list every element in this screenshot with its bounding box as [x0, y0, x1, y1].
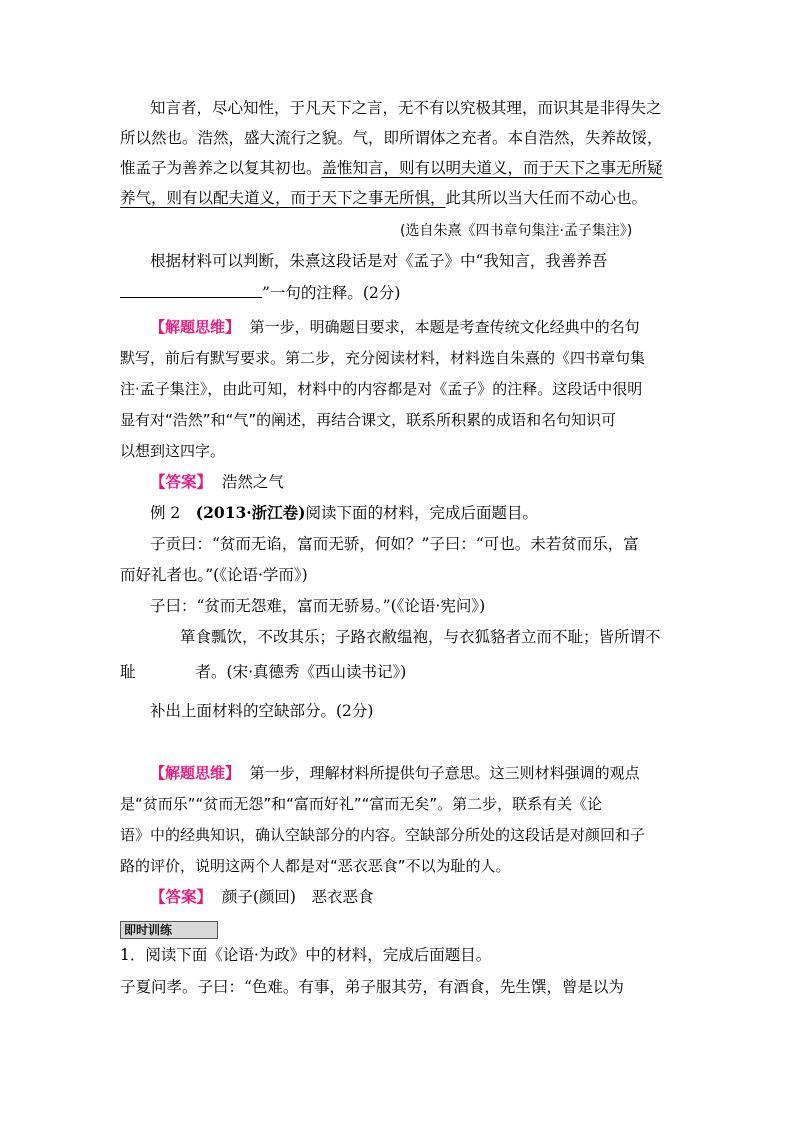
example-2-line-4: 箪食瓢饮，不改其乐；子路衣敝缊袍，与衣狐貉者立而不耻；皆所谓不	[180, 628, 661, 646]
think-2-line-1	[150, 762, 640, 784]
think-1-text-1: 第一步，明确题目要求，本题是考查传统文化经典中的名句	[249, 318, 640, 336]
passage-line-3	[120, 157, 663, 179]
passage-line-3-a: 惟孟子为善养之以复其初也。	[120, 159, 322, 177]
example-2-line-5	[120, 661, 406, 683]
think-1-tag: 【解题思维】	[150, 318, 241, 336]
think-1-line-4: 显有对“浩然”和“气”的阐述，再结合课文，联系所积累的成语和名句知识可	[120, 411, 617, 429]
example-2-line-3: 子曰：“贫而无怨难，富而无骄易。”(《论语·宪问》)	[150, 597, 486, 615]
drill-line-1: 子夏问孝。子曰：“色难。有事，弟子服其劳，有酒食，先生馔，曾是以为	[120, 978, 624, 996]
passage-line-4	[120, 187, 647, 209]
think-1-line-2: 默写，前后有默写要求。第二步，充分阅读材料，材料选自朱熹的《四书章句集	[120, 349, 646, 367]
question-1-line-2	[120, 282, 400, 304]
think-2-tag: 【解题思维】	[150, 764, 241, 782]
passage-line-4-b: 此其所以当大任而不动心也。	[445, 189, 648, 207]
answer-2	[150, 886, 373, 908]
drill-question-1: 1．阅读下面《论语·为政》中的材料，完成后面题目。	[120, 946, 492, 964]
passage-line-2: 所以然也。浩然，盛大流行之貌。气，即所谓体之充者。本自浩然，失养故馁，	[120, 129, 663, 147]
answer-2-text: 颜子(颜回) 恶衣恶食	[221, 888, 374, 906]
example-2-heading	[150, 502, 538, 524]
answer-blank	[120, 283, 262, 298]
think-2-text-1: 第一步，理解材料所提供句子意思。这三则材料强调的观点	[249, 764, 640, 782]
think-2-line-2: 是“贫而乐”“贫而无怨”和“富而好礼”“富而无矣”。第二步，联系有关《论	[120, 795, 603, 813]
passage-line-1: 知言者，尽心知性，于凡天下之言，无不有以究极其理，而识其是非得失之	[150, 99, 662, 117]
think-2-line-3: 语》中的经典知识，确认空缺部分的内容。空缺部分所处的这段话是对颜回和子	[120, 826, 646, 844]
example-2-line-5-a: 耻	[120, 663, 136, 681]
example-2-instruction: 阅读下面的材料，完成后面题目。	[305, 504, 539, 522]
think-2-line-4: 路的评价，说明这两个人都是对“恶衣恶食”不以为耻的人。	[120, 857, 511, 875]
example-2-line-2: 而好礼者也。”(《论语·学而》)	[120, 566, 308, 584]
question-1-line-1: 根据材料可以判断，朱熹这段话是对《孟子》中“我知言，我善养吾	[150, 252, 608, 270]
example-2-line-6: 补出上面材料的空缺部分。(2分)	[150, 702, 374, 720]
example-2-source: (2013·浙江卷)	[195, 503, 306, 522]
answer-2-tag: 【答案】	[150, 887, 213, 906]
question-1-line-2-text: ”一句的注释。(2分)	[262, 284, 401, 302]
answer-1-text: 浩然之气	[221, 473, 284, 491]
answer-1	[150, 471, 284, 493]
think-1-line-3: 注·孟子集注》，由此可知，材料中的内容都是对《孟子》的注释。这段话中很明	[120, 380, 643, 398]
passage-source: (选自朱熹《四书章句集注·孟子集注》)	[400, 223, 633, 239]
think-1-line-1	[150, 316, 640, 338]
passage-line-4-underlined: 养气，则有以配夫道义，而于天下之事无所惧，	[120, 189, 446, 207]
answer-1-tag: 【答案】	[150, 472, 213, 491]
example-2-line-5-b: 者。(宋·真德秀《西山读书记》)	[195, 663, 407, 681]
think-1-line-5: 以想到这四字。	[120, 442, 226, 460]
drill-badge: 即时训练	[120, 921, 218, 939]
passage-line-3-underlined: 盖惟知言，则有以明夫道义，而于天下之事无所疑	[321, 159, 663, 177]
example-2-line-1: 子贡曰：“贫而无谄，富而无骄，何如？”子曰：“可也。未若贫而乐，富	[150, 535, 639, 553]
example-2-label: 例 2	[150, 504, 196, 522]
